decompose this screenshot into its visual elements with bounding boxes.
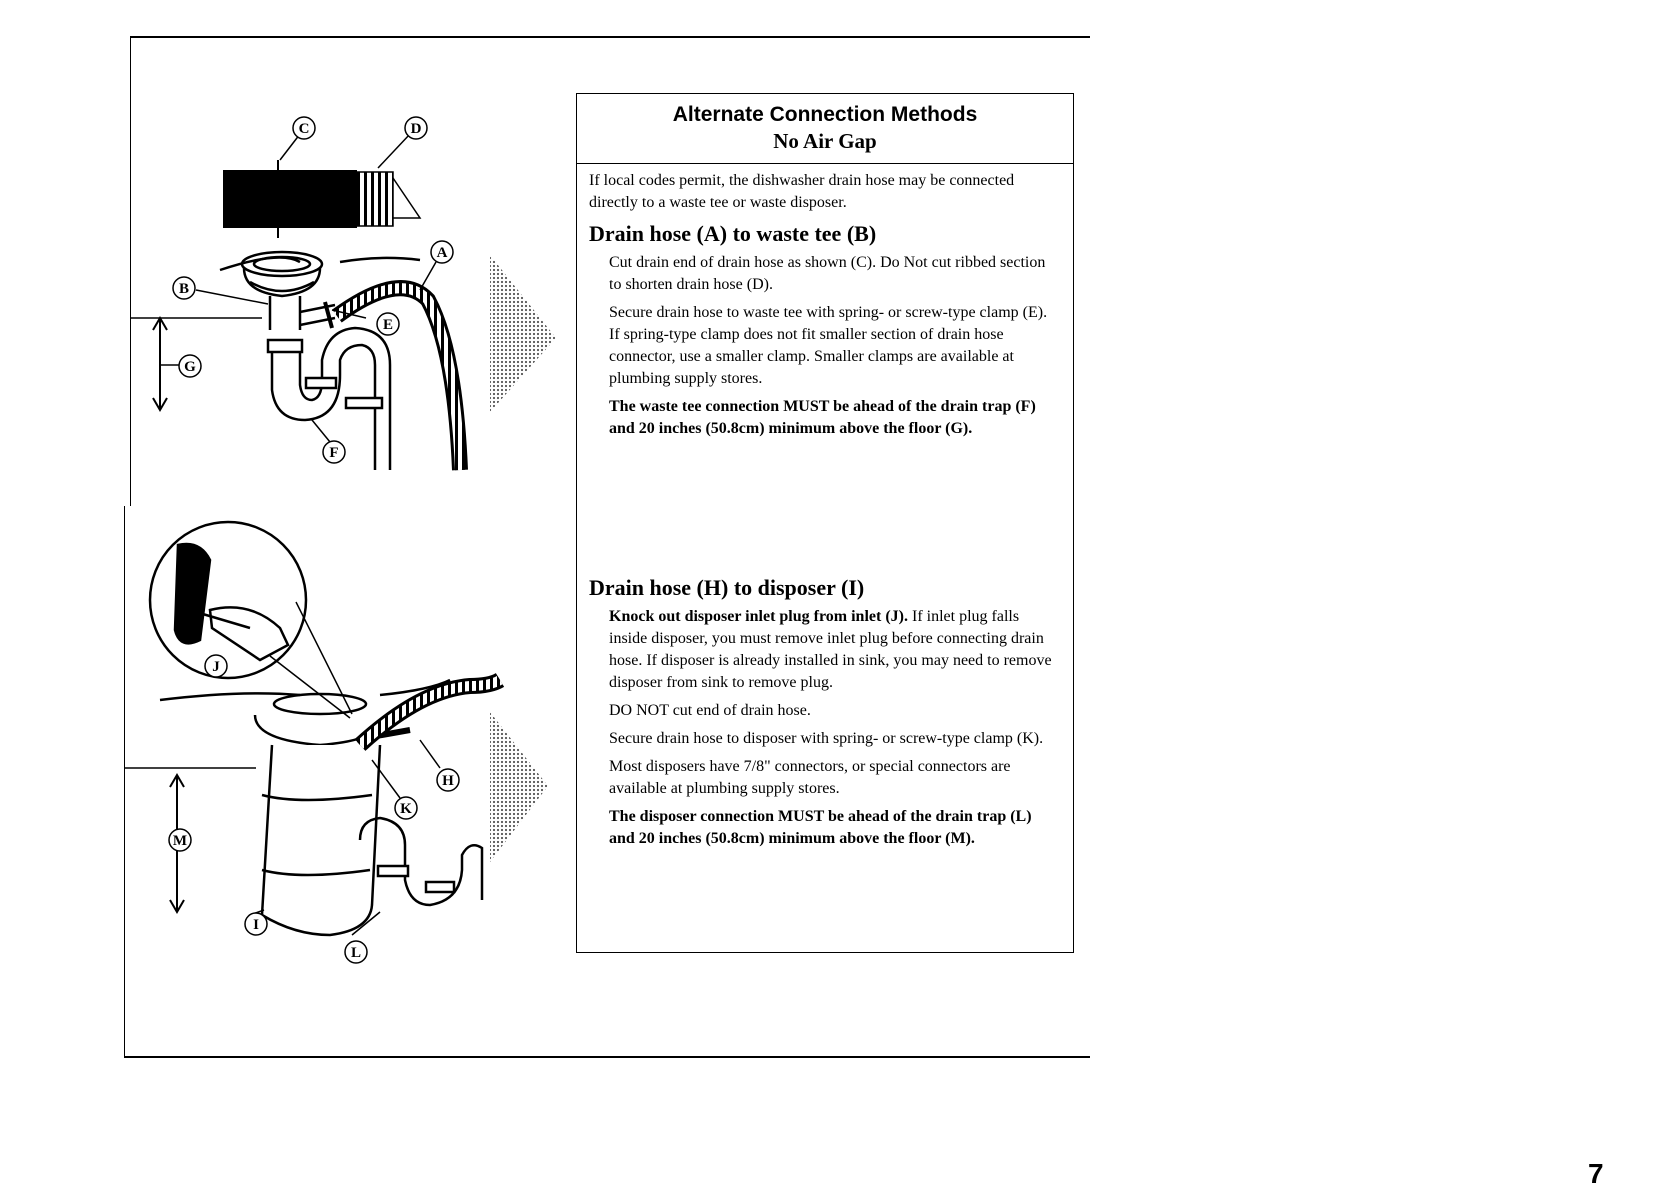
callout-g <box>179 355 201 377</box>
section2-p1 <box>609 606 1061 694</box>
section2-p1-rest: If inlet plug falls inside disposer, you must remove inlet plug before connecting drain hose. If disposer is already installed in sink, you may need to remove disposer from sink to remove plug. <box>609 608 1052 691</box>
section2-title: Drain hose (H) to disposer (I) <box>589 575 865 600</box>
callout-l <box>345 941 367 963</box>
section1-p1: Cut drain end of drain hose as shown (C). Do Not cut ribbed section to shorten drain hose (D). <box>609 254 1046 293</box>
svg-text:H: H <box>442 773 454 789</box>
section-spacer <box>589 446 1061 574</box>
disposer-diagram <box>124 522 500 935</box>
svg-text:J: J <box>212 659 220 675</box>
callout-m <box>169 829 191 851</box>
svg-text:K: K <box>400 801 412 817</box>
section2-p4: Most disposers have 7/8" connectors, or special connectors are available at plumbing supply stores. <box>609 758 1011 797</box>
section2-warning: The disposer connection MUST be ahead of the drain trap (L) and 20 inches (50.8cm) minimum above the floor (M). <box>609 808 1032 847</box>
svg-text:B: B <box>178 281 190 297</box>
section2-p1-bold: Knock out disposer inlet plug from inlet (J). <box>609 608 908 625</box>
svg-text:D: D <box>410 121 422 137</box>
hose-cut-diagram <box>223 134 420 238</box>
svg-text:E: E <box>382 317 394 333</box>
svg-text:G: G <box>184 359 196 375</box>
callout-e <box>377 313 399 335</box>
box-header <box>577 94 1073 164</box>
callout-f <box>323 441 345 463</box>
svg-text:F: F <box>329 445 339 461</box>
section1-warning: The waste tee connection MUST be ahead of the drain trap (F) and 20 inches (50.8cm) minimum above the floor (G). <box>609 398 1036 437</box>
box-subtitle: No Air Gap <box>773 129 877 153</box>
instructions-box <box>576 93 1074 953</box>
section2-p3: Secure drain hose to disposer with spring- or screw-type clamp (K). <box>609 730 1044 747</box>
svg-text:M: M <box>172 833 188 849</box>
arrow-pointer-upper <box>490 255 556 412</box>
callout-a <box>431 241 453 263</box>
svg-text:L: L <box>350 945 362 961</box>
callout-h <box>437 769 459 791</box>
callout-c <box>293 117 315 139</box>
intro-text: If local codes permit, the dishwasher drain hose may be connected directly to a waste tee or waste disposer. <box>589 172 1015 211</box>
section2-p2: DO NOT cut end of drain hose. <box>609 702 811 719</box>
callout-i <box>245 913 267 935</box>
section1-p2: Secure drain hose to waste tee with spring- or screw-type clamp (E). If spring-type clamp does not fit smaller section of drain hose connector, use a smaller clamp. Smaller clamps are available at plumbing supply stores. <box>609 304 1048 387</box>
box-title: Alternate Connection Methods <box>672 103 978 126</box>
svg-text:I: I <box>253 917 259 933</box>
arrow-pointer-lower <box>490 712 548 862</box>
callout-k <box>395 797 417 819</box>
callout-d <box>405 117 427 139</box>
box-body <box>577 164 1073 850</box>
svg-text:A: A <box>436 245 448 261</box>
callout-j <box>205 655 227 677</box>
callout-b <box>173 277 195 299</box>
page-number: 7 <box>1588 1158 1604 1189</box>
svg-text:C: C <box>298 121 310 137</box>
section1-title: Drain hose (A) to waste tee (B) <box>589 221 877 246</box>
